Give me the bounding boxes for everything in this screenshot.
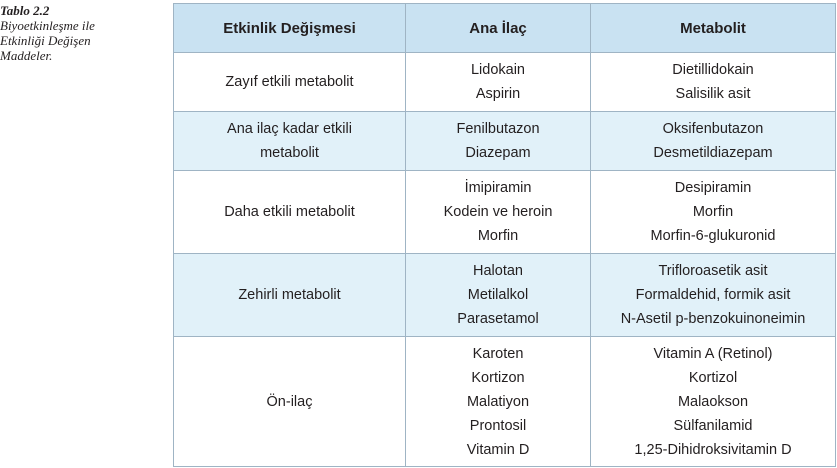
drug-name: Kodein ve heroin <box>443 204 553 220</box>
drug-cell <box>406 254 591 337</box>
table-row <box>174 112 836 171</box>
caption-label: Tablo 2.2 <box>0 3 50 18</box>
drug-cell <box>406 112 591 171</box>
metabolite-name: Kortizol <box>688 369 738 386</box>
drug-cell <box>406 337 591 467</box>
header-metabolite: Metabolit <box>591 4 836 53</box>
metabolite-name: Formaldehid, formik asit <box>635 287 791 303</box>
metabolite-name: Salisilik asit <box>675 86 751 102</box>
metabolite-name: Oksifenbutazon <box>662 121 764 137</box>
category-text: Zehirli metabolit <box>238 287 341 303</box>
metabolite-name: Dietillidokain <box>672 62 754 78</box>
drug-name: Metilalkol <box>467 287 529 303</box>
drug-cell <box>406 53 591 112</box>
metabolite-name: Morfin <box>692 204 734 220</box>
drug-name: Kortizon <box>471 369 525 386</box>
table-row <box>174 53 836 112</box>
category-text: Ana ilaç kadar etkili metabolit <box>227 121 352 161</box>
metabolite-name: 1,25-Dihidroksivitamin D <box>634 441 792 458</box>
table-row <box>174 337 836 467</box>
category-cell <box>174 337 406 467</box>
caption-text: Biyoetkinleşme ile Etkinliği Değişen Maddeler. <box>0 18 95 63</box>
category-text: Zayıf etkili metabolit <box>225 74 354 90</box>
category-cell <box>174 53 406 112</box>
drug-name: Lidokain <box>470 62 525 78</box>
drug-name: Malatiyon <box>466 393 530 410</box>
metabolite-name: Desipiramin <box>674 180 752 196</box>
metabolite-name: Malaokson <box>677 393 749 410</box>
category-cell <box>174 112 406 171</box>
category-cell <box>174 171 406 254</box>
category-text: Ön-ilaç <box>266 393 313 410</box>
biotransformation-table <box>173 3 836 467</box>
table-row <box>174 254 836 337</box>
metabolite-name: Morfin-6-glukuronid <box>650 228 776 244</box>
drug-name: Vitamin D <box>466 441 530 458</box>
table-header-row <box>174 4 836 53</box>
metabolite-cell <box>591 112 836 171</box>
category-text: Daha etkili metabolit <box>224 204 355 220</box>
drug-name: Halotan <box>473 263 523 279</box>
metabolite-cell <box>591 337 836 467</box>
metabolite-name: Sülfanilamid <box>673 417 753 434</box>
category-cell <box>174 254 406 337</box>
header-parent-drug: Ana İlaç <box>406 4 591 53</box>
drug-cell <box>406 171 591 254</box>
table-caption <box>0 3 150 63</box>
header-activity-change: Etkinlik Değişmesi <box>174 4 406 53</box>
drug-name: Parasetamol <box>457 311 539 327</box>
drug-name: Karoten <box>472 345 524 362</box>
drug-name: Diazepam <box>465 145 531 161</box>
metabolite-cell <box>591 254 836 337</box>
metabolite-cell <box>591 53 836 112</box>
drug-name: Aspirin <box>475 86 521 102</box>
metabolite-name: Desmetildiazepam <box>653 145 773 161</box>
metabolite-name: N-Asetil p-benzokuinoneimin <box>620 311 806 327</box>
table-row <box>174 171 836 254</box>
metabolite-cell <box>591 171 836 254</box>
drug-name: İmipiramin <box>464 180 532 196</box>
drug-name: Fenilbutazon <box>456 121 540 137</box>
metabolite-name: Trifloroasetik asit <box>658 263 768 279</box>
drug-name: Prontosil <box>469 417 527 434</box>
drug-name: Morfin <box>477 228 519 244</box>
metabolite-name: Vitamin A (Retinol) <box>653 345 773 362</box>
